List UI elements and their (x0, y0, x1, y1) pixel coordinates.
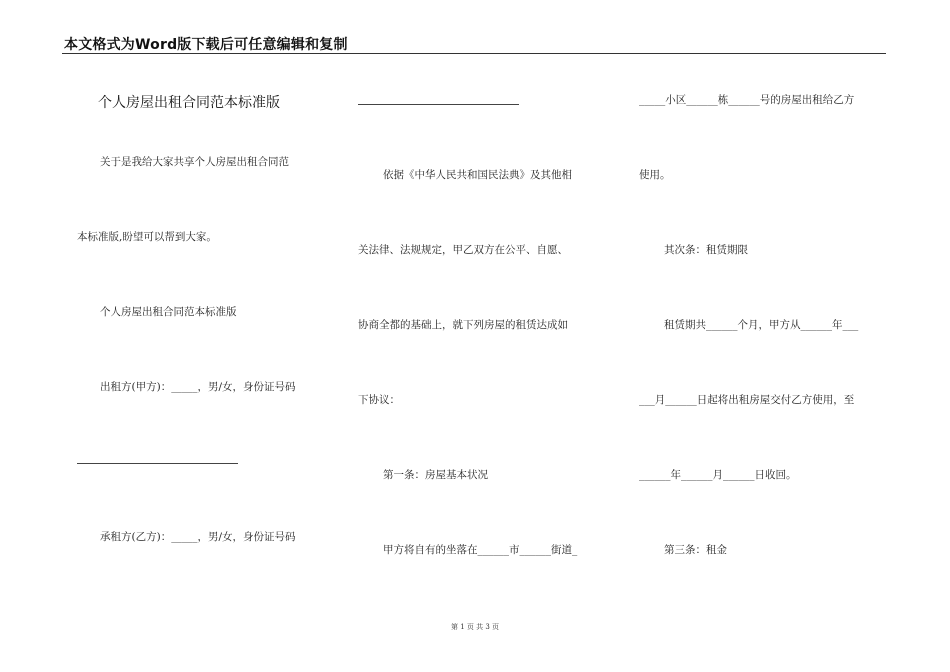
document-title: 个人房屋出租合同范本标准版 (98, 95, 280, 111)
paragraph-line: 依据《中华人民共和国民法典》及其他相 (383, 169, 572, 181)
paragraph-line: 关法律、法规规定，甲乙双方在公平、自愿、 (358, 244, 568, 256)
paragraph-line: ______年______月______日收回。 (639, 469, 797, 481)
paragraph-line: _____小区______栋______号的房屋出租给乙方 (639, 94, 855, 106)
paragraph-line: 租赁期共______个月，甲方从______年___ (664, 319, 859, 331)
paragraph-line: 本标准版,盼望可以帮到大家。 (77, 231, 217, 243)
paragraph-line: ___月______日起将出租房屋交付乙方使用，至 (639, 394, 855, 406)
section-heading: 第三条：租金 (664, 544, 727, 556)
paragraph-line: 个人房屋出租合同范本标准版 (100, 306, 237, 318)
paragraph-line: 关于是我给大家共享个人房屋出租合同范 (100, 156, 289, 168)
header-title: 本文格式为Word版下载后可任意编辑和复制 (64, 37, 348, 53)
paragraph-line: 下协议： (358, 394, 400, 406)
paragraph-line: 协商全都的基础上，就下列房屋的租赁达成如 (358, 319, 568, 331)
blank-fill-line (358, 104, 519, 105)
section-heading: 其次条：租赁期限 (664, 244, 748, 256)
paragraph-line: 使用。 (639, 169, 671, 181)
blank-fill-line (77, 463, 238, 464)
page-number: 第 1 页 共 3 页 (450, 623, 500, 631)
paragraph-line: 甲方将自有的坐落在______市______街道_ (383, 544, 578, 556)
paragraph-line: 出租方(甲方)：_____，男/女，身份证号码 (100, 381, 296, 393)
header-divider (62, 53, 886, 54)
paragraph-line: 承租方(乙方)：_____，男/女，身份证号码 (100, 531, 296, 543)
section-heading: 第一条：房屋基本状况 (383, 469, 488, 481)
